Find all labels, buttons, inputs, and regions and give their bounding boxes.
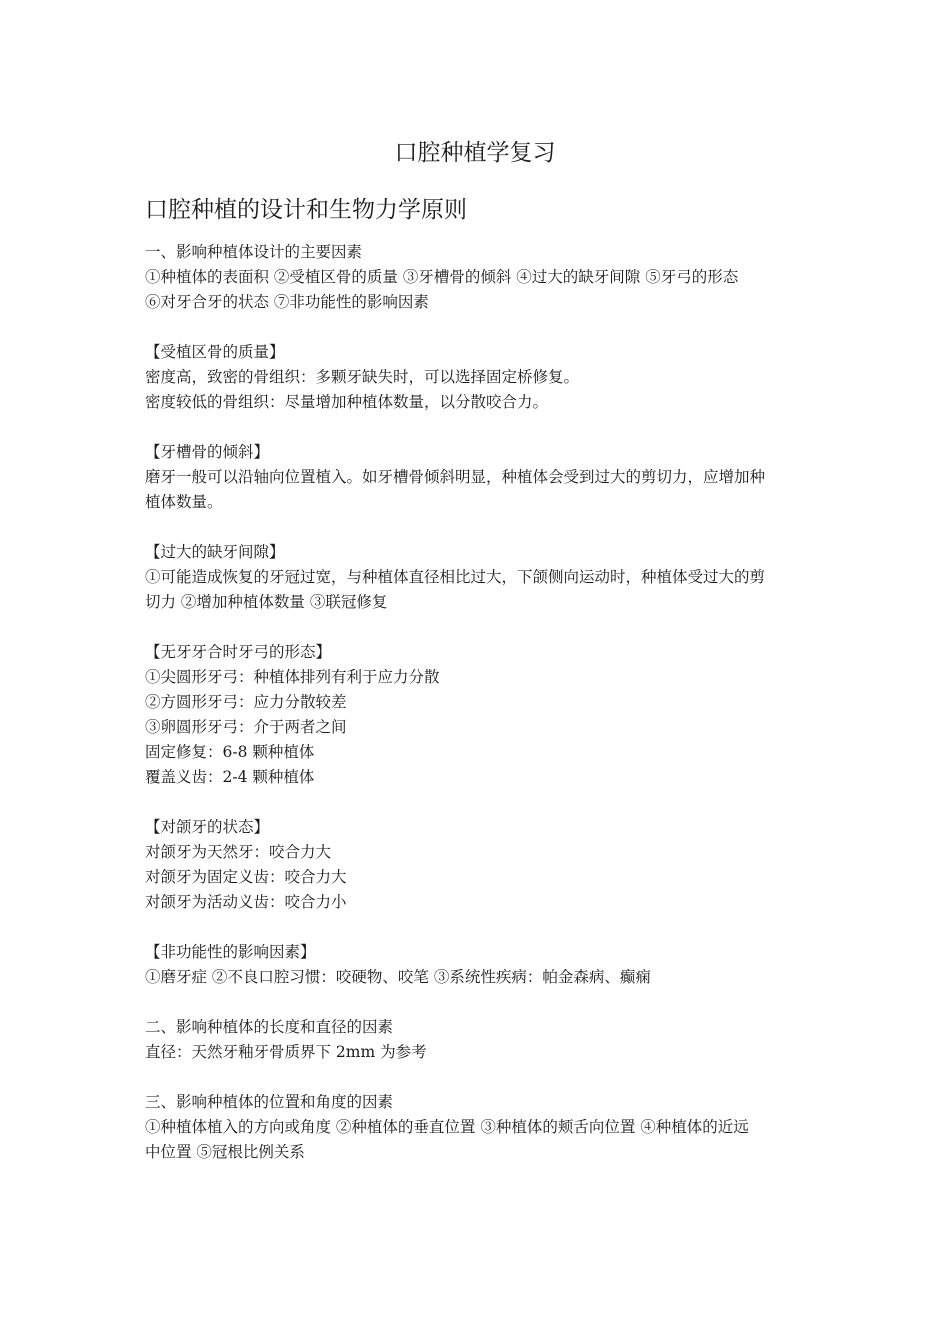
document-body — [145, 240, 815, 1165]
paragraph-spacer — [145, 315, 815, 340]
paragraph-spacer — [145, 615, 815, 640]
paragraph-heading-line: 一、影响种植体设计的主要因素 — [145, 243, 363, 261]
paragraph — [145, 1090, 815, 1165]
paragraph — [145, 340, 815, 415]
paragraph-heading-line: 【无牙牙合时牙弓的形态】 — [145, 643, 332, 661]
text-line: ②方圆形牙弓：应力分散较差 — [145, 693, 347, 711]
paragraph — [145, 815, 815, 915]
paragraph-spacer — [145, 1065, 815, 1090]
paragraph-spacer — [145, 990, 815, 1015]
paragraph-heading-line: 三、影响种植体的位置和角度的因素 — [145, 1093, 394, 1111]
text-line: 固定修复：6-8 颗种植体 — [145, 743, 315, 761]
paragraph — [145, 940, 815, 990]
document-title: 口腔种植学复习 — [394, 140, 556, 166]
paragraph — [145, 540, 815, 615]
paragraph-spacer — [145, 415, 815, 440]
paragraph-heading-line: 【过大的缺牙间隙】 — [145, 543, 285, 561]
text-line: 对颌牙为天然牙：咬合力大 — [145, 843, 332, 861]
text-line: ⑥对牙合牙的状态 ⑦非功能性的影响因素 — [145, 293, 429, 311]
paragraph — [145, 240, 815, 315]
text-line: 直径：天然牙釉牙骨质界下 2mm 为参考 — [145, 1043, 427, 1061]
text-line: 中位置 ⑤冠根比例关系 — [145, 1143, 305, 1161]
text-line: 切力 ②增加种植体数量 ③联冠修复 — [145, 593, 388, 611]
text-line: 密度高，致密的骨组织：多颗牙缺失时，可以选择固定桥修复。 — [145, 368, 580, 386]
text-line: 磨牙一般可以沿轴向位置植入。如牙槽骨倾斜明显，种植体会受到过大的剪切力，应增加种 — [145, 468, 766, 486]
paragraph-heading-line: 【非功能性的影响因素】 — [145, 943, 316, 961]
paragraph — [145, 440, 815, 515]
paragraph-spacer — [145, 915, 815, 940]
paragraph-heading-line: 【对颌牙的状态】 — [145, 818, 270, 836]
paragraph-heading-line: 二、影响种植体的长度和直径的因素 — [145, 1018, 394, 1036]
paragraph-spacer — [145, 515, 815, 540]
paragraph-heading-line: 【受植区骨的质量】 — [145, 343, 285, 361]
section-title: 口腔种植的设计和生物力学原则 — [145, 197, 467, 223]
text-line: 对颌牙为固定义齿：咬合力大 — [145, 868, 347, 886]
paragraph — [145, 1015, 815, 1065]
text-line: ③卵圆形牙弓：介于两者之间 — [145, 718, 347, 736]
text-line: ①可能造成恢复的牙冠过宽，与种植体直径相比过大，下颌侧向运动时，种植体受过大的剪 — [145, 568, 766, 586]
text-line: ①种植体植入的方向或角度 ②种植体的垂直位置 ③种植体的颊舌向位置 ④种植体的近远 — [145, 1118, 749, 1136]
text-line: 覆盖义齿：2-4 颗种植体 — [145, 768, 315, 786]
text-line: 植体数量。 — [145, 493, 223, 511]
text-line: ①种植体的表面积 ②受植区骨的质量 ③牙槽骨的倾斜 ④过大的缺牙间隙 ⑤牙弓的形态 — [145, 268, 739, 286]
paragraph — [145, 640, 815, 790]
text-line: ①磨牙症 ②不良口腔习惯：咬硬物、咬笔 ③系统性疾病：帕金森病、癫痫 — [145, 968, 651, 986]
paragraph-heading-line: 【牙槽骨的倾斜】 — [145, 443, 270, 461]
text-line: 密度较低的骨组织：尽量增加种植体数量，以分散咬合力。 — [145, 393, 549, 411]
paragraph-spacer — [145, 790, 815, 815]
text-line: 对颌牙为活动义齿：咬合力小 — [145, 893, 347, 911]
text-line: ①尖圆形牙弓：种植体排列有利于应力分散 — [145, 668, 440, 686]
